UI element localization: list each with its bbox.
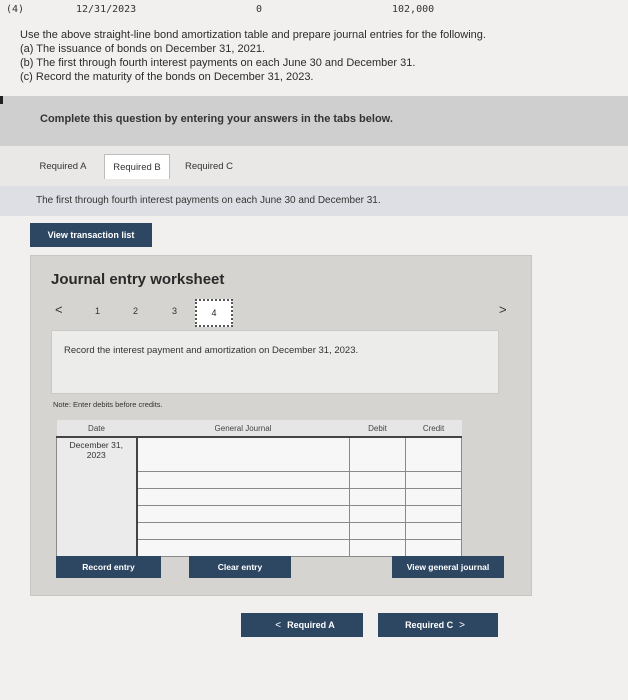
question-text [20,28,600,84]
row-date: 12/31/2023 [76,4,137,15]
debit-input[interactable] [350,522,406,539]
tabs-area [0,146,628,186]
prev-entry-arrow-icon[interactable]: < [55,302,63,317]
tab-description: The first through fourth interest payments on each June 30 and December 31. [36,195,381,206]
row-zero: 0 [256,4,263,15]
tab-required-b[interactable]: Required B [104,154,170,179]
summary-row [0,2,628,18]
credit-input[interactable] [406,488,462,505]
tab-required-c[interactable]: Required C [184,161,234,172]
instruction-bar [0,96,628,146]
debit-input[interactable] [350,488,406,505]
credit-column-header: Credit [406,420,462,437]
chevron-left-icon: < [275,619,282,631]
table-row [57,471,462,488]
date-cell [57,522,137,539]
account-input[interactable] [137,488,350,505]
debit-input[interactable] [350,539,406,556]
left-accent-mark [0,96,3,104]
general-journal-column-header: General Journal [137,420,350,437]
date-cell [57,505,137,522]
table-row [57,539,462,556]
table-row [57,505,462,522]
credit-input[interactable] [406,539,462,556]
date-cell [57,471,137,488]
credit-input[interactable] [406,437,462,471]
entry-note: Note: Enter debits before credits. [53,400,163,409]
page-2[interactable]: 2 [133,306,139,316]
page-3[interactable]: 3 [172,306,178,316]
table-row [57,522,462,539]
view-transaction-list-button[interactable]: View transaction list [30,223,152,247]
instruction-text: Complete this question by entering your answers in the tabs below. [40,113,393,125]
credit-input[interactable] [406,522,462,539]
question-part-a: (a) The issuance of bonds on December 31, 2021. [20,43,266,55]
tab-description-bar [0,186,628,216]
date-cell [57,539,137,556]
worksheet-title: Journal entry worksheet [51,271,225,288]
debit-input[interactable] [350,505,406,522]
debit-input[interactable] [350,471,406,488]
account-input[interactable] [137,539,350,556]
question-intro: Use the above straight-line bond amortization table and prepare journal entries for the following. [20,29,486,41]
debit-input[interactable] [350,437,406,471]
account-input[interactable] [137,522,350,539]
task-description-box [51,330,499,394]
prev-required-a-button[interactable] [241,613,363,637]
next-required-c-button[interactable] [378,613,498,637]
journal-entry-worksheet [30,255,532,596]
date-line-1: December 31, [69,440,123,450]
next-required-label: Required C [405,620,454,630]
journal-table [56,420,462,557]
row-index: (4) [6,4,25,15]
next-entry-arrow-icon[interactable]: > [499,302,507,317]
debit-column-header: Debit [350,420,406,437]
page-1[interactable]: 1 [95,306,101,316]
page-4-current[interactable]: 4 [195,299,233,327]
view-general-journal-button[interactable]: View general journal [392,556,504,578]
date-line-2: 2023 [86,450,106,460]
chevron-right-icon: > [459,619,465,631]
table-row [57,437,462,471]
date-cell [57,488,137,505]
credit-input[interactable] [406,505,462,522]
tab-required-a[interactable]: Required A [39,161,87,172]
task-description: Record the interest payment and amortization on December 31, 2023. [64,345,359,356]
question-part-b: (b) The first through fourth interest payments on each June 30 and December 31. [20,57,416,69]
account-input[interactable] [137,505,350,522]
date-cell [57,437,137,471]
account-input[interactable] [137,437,350,471]
row-amount: 102,000 [392,4,435,15]
credit-input[interactable] [406,471,462,488]
record-entry-button[interactable]: Record entry [56,556,161,578]
entry-pager [51,299,521,325]
prev-required-label: Required A [287,620,335,630]
question-part-c: (c) Record the maturity of the bonds on December 31, 2023. [20,71,314,83]
account-input[interactable] [137,471,350,488]
table-row [57,488,462,505]
clear-entry-button[interactable]: Clear entry [189,556,291,578]
date-column-header: Date [57,420,137,437]
